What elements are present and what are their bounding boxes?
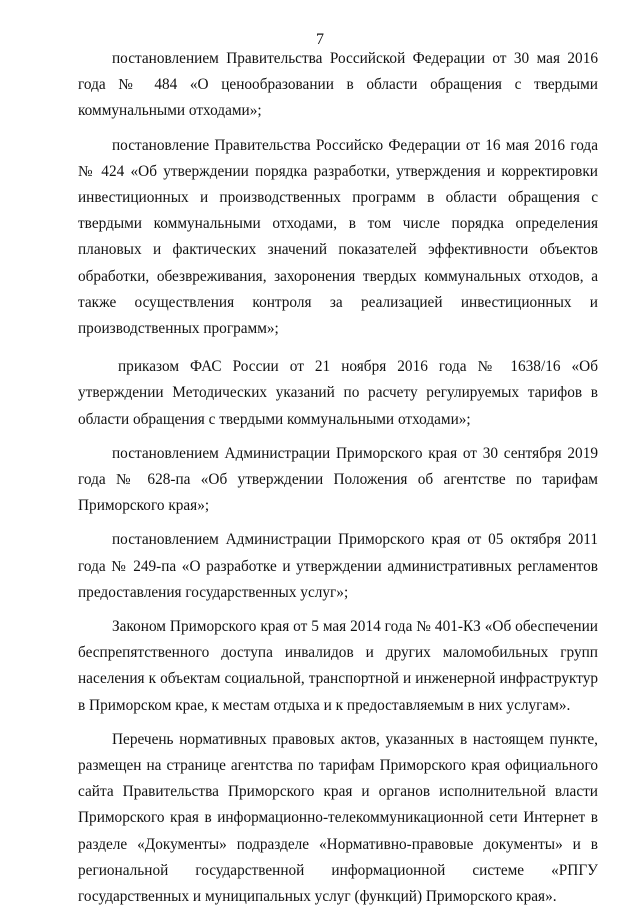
page-number: 7	[316, 31, 324, 48]
paragraph-decree-424: постановление Правительства Российско Федерации от 16 мая 2016 года № 424 «Об утверждении порядка разработки, утверждения и корректировки инвестиционных и производственных программ в области обращения с твердыми коммунальными отходами, в том числе порядка определения плановых и фактических значений показателей эффективности объектов обработки, обезвреживания, захоронения твердых коммунальных отходов, а также осуществления контроля за реализацией инвестиционных и производственных программ»;	[78, 136, 598, 338]
document-body	[78, 46, 598, 910]
paragraph-decree-249pa: постановлением Администрации Приморского края от 05 октября 2011 года № 249-па «О разработке и утверждении административных регламентов предоставления государственных услуг»;	[78, 531, 598, 601]
paragraph-decree-628pa: постановлением Администрации Приморского края от 30 сентября 2019 года № 628-па «Об утверждении Положения об агентстве по тарифам Приморского края»;	[78, 444, 598, 515]
paragraph-acts-list-publication: Перечень нормативных правовых актов, указанных в настоящем пункте, размещен на странице агентства по тарифам Приморского края официального сайта Правительства Приморского края и органов исполнительной власти Приморского края в информационно-телекоммуникационной сети Интернет в разделе «Документы» подразделе «Нормативно-правовые документы» и в региональной государственной информационной системе «РПГУ государственных и муниципальных услуг (функций) Приморского края».	[78, 730, 598, 906]
paragraph-fas-order-1638: приказом ФАС России от 21 ноября 2016 года № 1638/16 «Об утверждении Методических указаний по расчету регулируемых тарифов в области обращения с твердыми коммунальными отходами»;	[78, 358, 598, 428]
paragraph-law-401kz: Законом Приморского края от 5 мая 2014 года № 401-КЗ «Об обеспечении беспрепятственного доступа инвалидов и других маломобильных групп населения к объектам социальной, транспортной и инженерной инфраструктур в Приморском крае, к местам отдыха и к предоставляемым в них услугам».	[78, 618, 598, 714]
paragraph-decree-484: постановлением Правительства Российской Федерации от 30 мая 2016 года № 484 «О ценообразовании в области обращения с твердыми коммунальными отходами»;	[78, 50, 598, 120]
